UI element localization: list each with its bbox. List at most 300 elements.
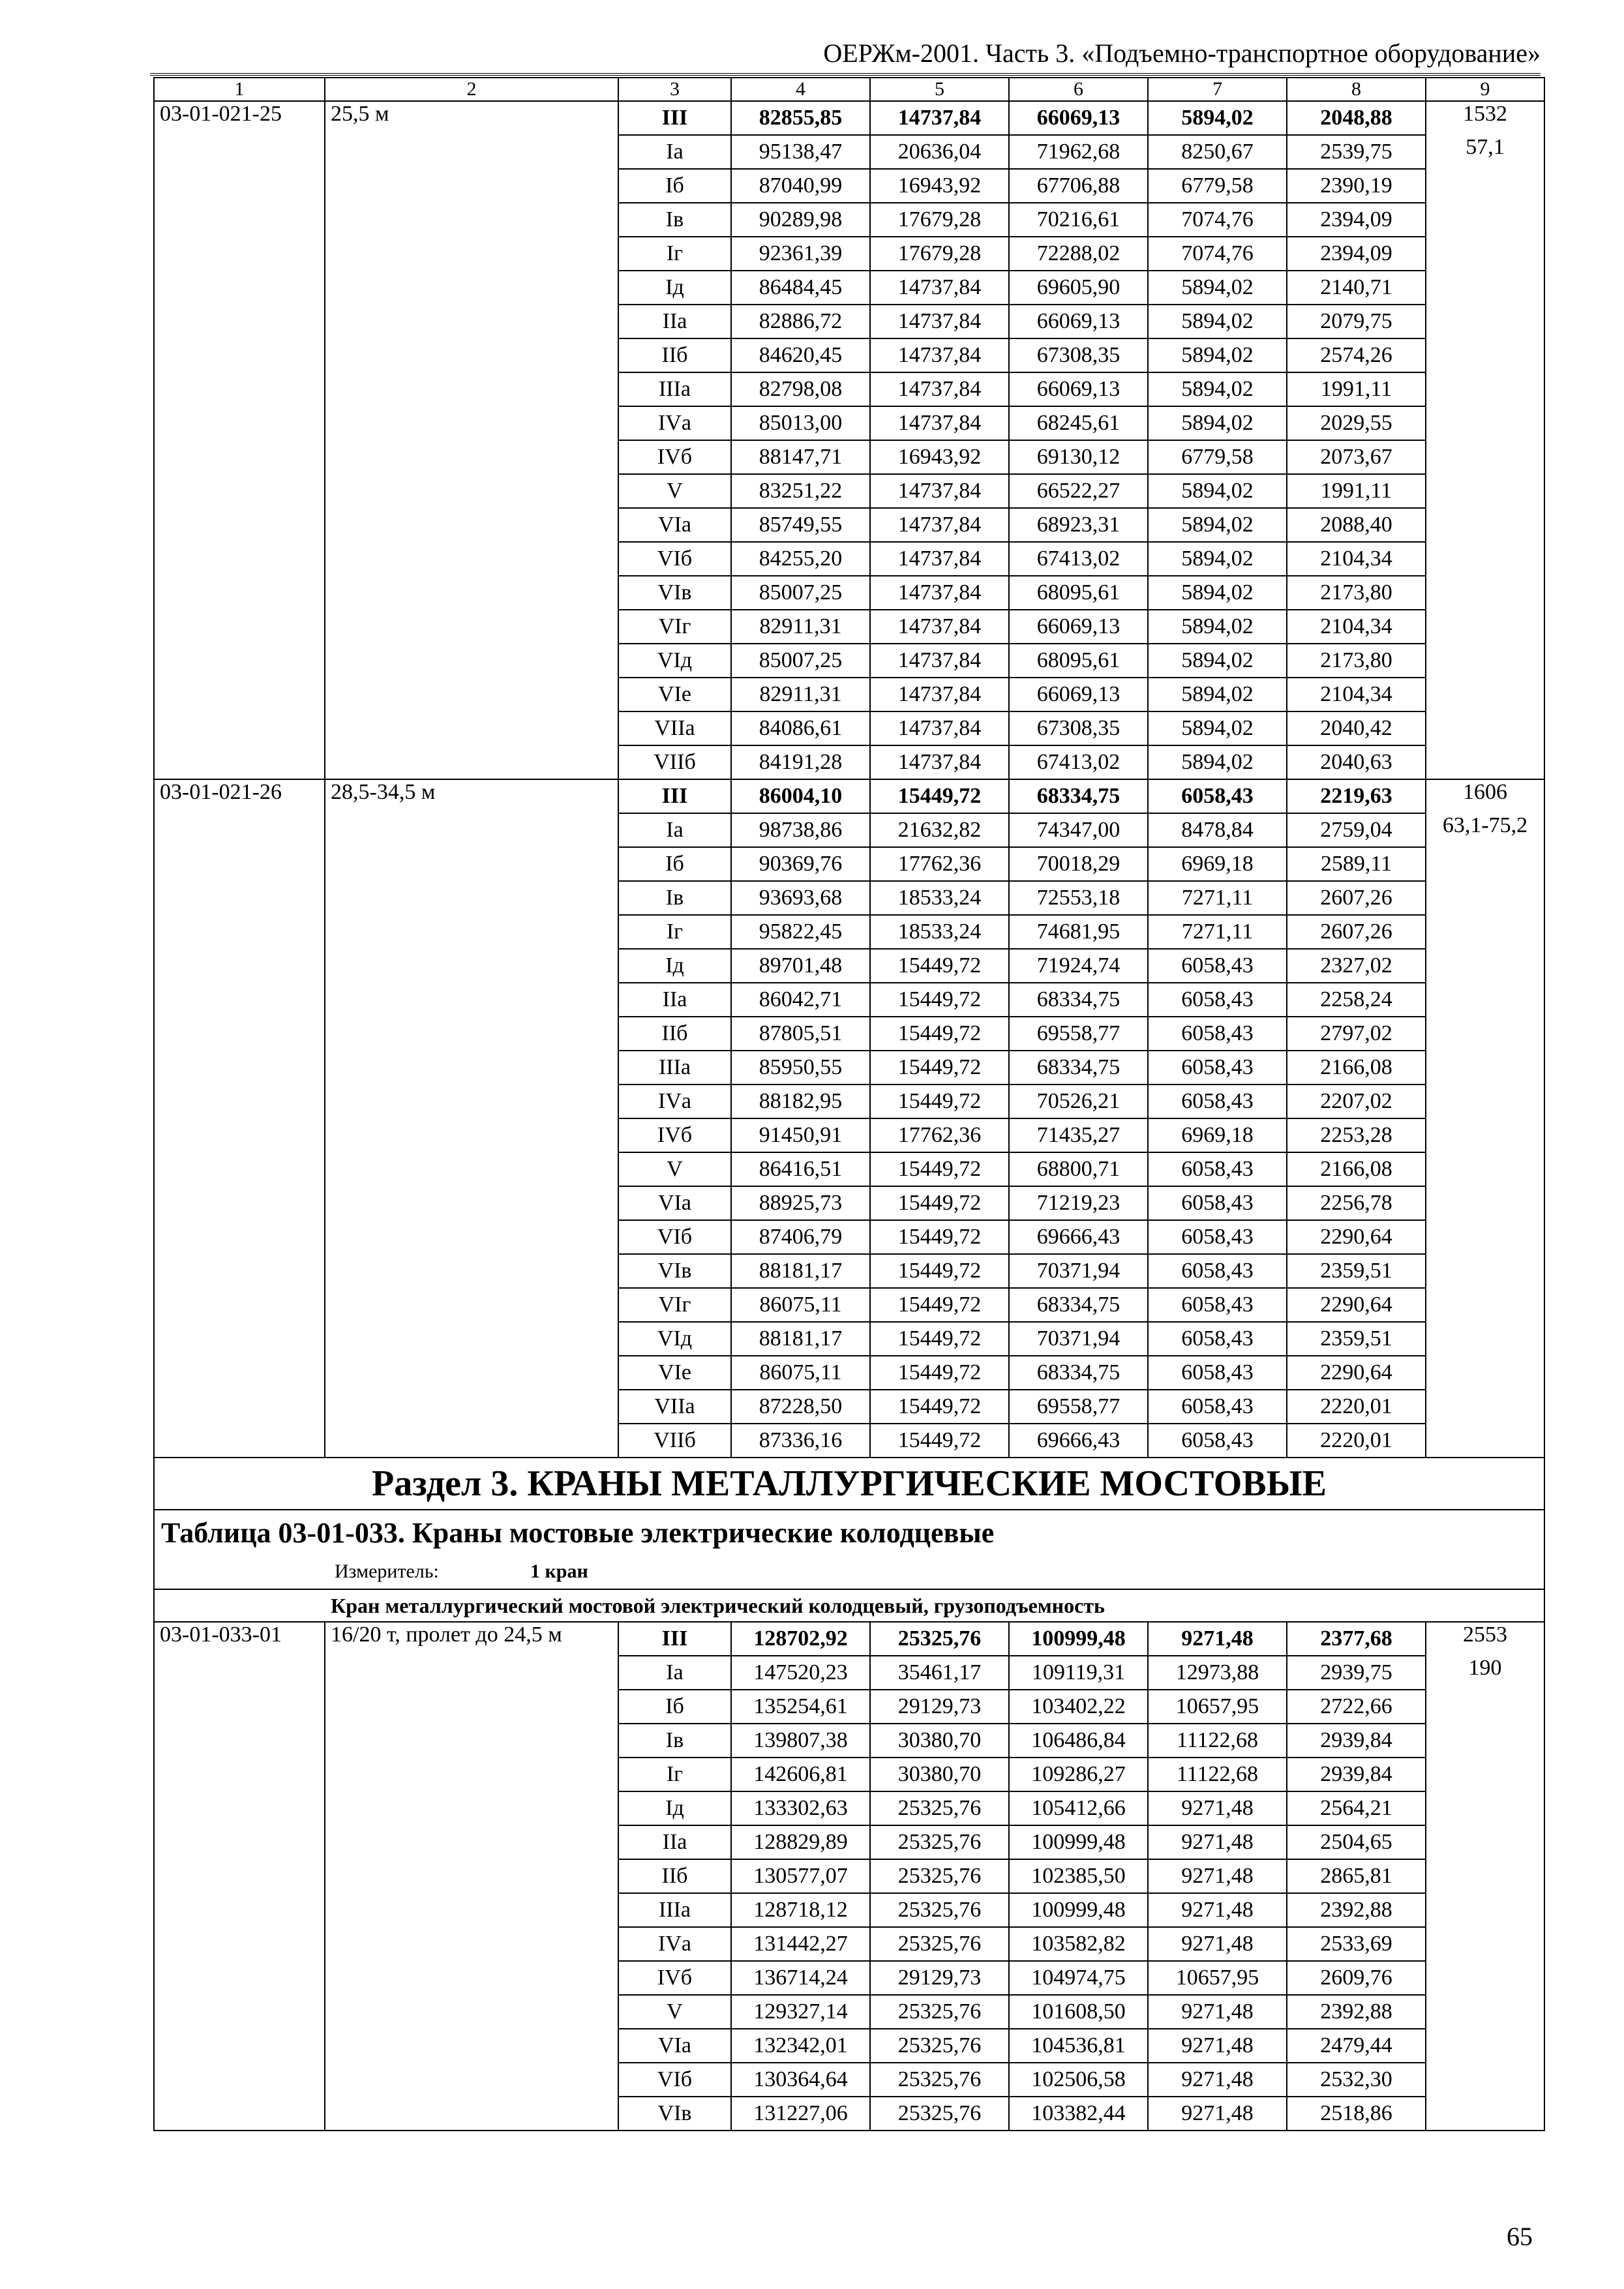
value-cell: 6779,58 <box>1148 169 1287 203</box>
zone-cell: IIб <box>618 1859 731 1893</box>
value-cell: 147520,23 <box>731 1656 870 1690</box>
value-cell: 2564,21 <box>1287 1791 1426 1825</box>
zone-cell: Iг <box>618 1758 731 1791</box>
value-cell: 14737,84 <box>870 271 1009 305</box>
value-cell: 82911,31 <box>731 610 870 644</box>
value-cell: 93693,68 <box>731 881 870 915</box>
row-code <box>154 983 325 1017</box>
column-number-9: 9 <box>1426 78 1544 101</box>
col9-cell <box>1426 1859 1544 1893</box>
value-cell: 18533,24 <box>870 881 1009 915</box>
value-cell: 133302,63 <box>731 1791 870 1825</box>
table-row <box>154 1791 1544 1825</box>
table-row <box>154 305 1544 338</box>
row-code: 03-01-021-26 <box>154 779 325 813</box>
value-cell: 2392,88 <box>1287 1893 1426 1927</box>
col9-cell: 2553 <box>1426 1622 1544 1656</box>
row-code <box>154 406 325 440</box>
value-cell: 5894,02 <box>1148 372 1287 406</box>
value-cell: 67308,35 <box>1009 338 1148 372</box>
row-name <box>325 338 618 372</box>
col9-cell <box>1426 1051 1544 1085</box>
value-cell: 88925,73 <box>731 1186 870 1220</box>
zone-cell: VIIа <box>618 1390 731 1424</box>
subheader: Кран металлургический мостовой электрический колодцевый, грузоподъемность <box>154 1589 1544 1622</box>
row-code <box>154 1288 325 1322</box>
value-cell: 2104,34 <box>1287 610 1426 644</box>
value-cell: 2394,09 <box>1287 237 1426 271</box>
row-name <box>325 542 618 576</box>
zone-cell: IVб <box>618 1118 731 1152</box>
value-cell: 85007,25 <box>731 644 870 678</box>
value-cell: 87406,79 <box>731 1220 870 1254</box>
row-code <box>154 203 325 237</box>
col9-cell <box>1426 1825 1544 1859</box>
value-cell: 72288,02 <box>1009 237 1148 271</box>
col9-cell <box>1426 1791 1544 1825</box>
value-cell: 68095,61 <box>1009 644 1148 678</box>
value-cell: 2797,02 <box>1287 1017 1426 1051</box>
row-name <box>325 1927 618 1961</box>
value-cell: 2073,67 <box>1287 440 1426 474</box>
table-row <box>154 508 1544 542</box>
value-cell: 90369,76 <box>731 847 870 881</box>
col9-cell: 1532 <box>1426 101 1544 135</box>
row-name <box>325 305 618 338</box>
row-name <box>325 678 618 711</box>
row-name <box>325 1859 618 1893</box>
table-row <box>154 1390 1544 1424</box>
zone-cell: Iб <box>618 847 731 881</box>
col9-cell <box>1426 1758 1544 1791</box>
row-code <box>154 508 325 542</box>
row-code <box>154 1927 325 1961</box>
col9-cell <box>1426 1424 1544 1458</box>
row-name <box>325 711 618 745</box>
zone-cell: V <box>618 1152 731 1186</box>
value-cell: 103582,82 <box>1009 1927 1148 1961</box>
value-cell: 130577,07 <box>731 1859 870 1893</box>
rates-table-body <box>154 78 1544 2131</box>
value-cell: 2607,26 <box>1287 915 1426 949</box>
row-name <box>325 474 618 508</box>
value-cell: 29129,73 <box>870 1961 1009 1995</box>
zone-cell: VIа <box>618 1186 731 1220</box>
zone-cell: VIIа <box>618 711 731 745</box>
row-code <box>154 169 325 203</box>
value-cell: 6058,43 <box>1148 1220 1287 1254</box>
value-cell: 131227,06 <box>731 2097 870 2131</box>
table-row <box>154 1356 1544 1390</box>
zone-cell: VIб <box>618 2063 731 2097</box>
zone-cell: Iг <box>618 915 731 949</box>
row-name <box>325 1254 618 1288</box>
col9-cell <box>1426 2063 1544 2097</box>
row-code <box>154 1322 325 1356</box>
table-row <box>154 1118 1544 1152</box>
col9-cell <box>1426 1322 1544 1356</box>
value-cell: 135254,61 <box>731 1690 870 1724</box>
col9-cell <box>1426 1690 1544 1724</box>
value-cell: 88181,17 <box>731 1254 870 1288</box>
value-cell: 12973,88 <box>1148 1656 1287 1690</box>
zone-cell: IIа <box>618 305 731 338</box>
row-code <box>154 1758 325 1791</box>
page-header-title: ОЕРЖм-2001. Часть 3. «Подъемно-транспортное оборудование» <box>823 38 1541 68</box>
table-row <box>154 1085 1544 1118</box>
value-cell: 74681,95 <box>1009 915 1148 949</box>
value-cell: 16943,92 <box>870 440 1009 474</box>
value-cell: 136714,24 <box>731 1961 870 1995</box>
value-cell: 128829,89 <box>731 1825 870 1859</box>
row-code <box>154 1656 325 1690</box>
value-cell: 2359,51 <box>1287 1254 1426 1288</box>
col9-cell <box>1426 678 1544 711</box>
value-cell: 9271,48 <box>1148 2097 1287 2131</box>
col9-cell <box>1426 474 1544 508</box>
value-cell: 9271,48 <box>1148 1791 1287 1825</box>
col9-cell <box>1426 1927 1544 1961</box>
table-row <box>154 169 1544 203</box>
row-code <box>154 2063 325 2097</box>
value-cell: 25325,76 <box>870 1859 1009 1893</box>
value-cell: 9271,48 <box>1148 1859 1287 1893</box>
col9-cell: 57,1 <box>1426 135 1544 169</box>
value-cell: 2048,88 <box>1287 101 1426 135</box>
value-cell: 14737,84 <box>870 711 1009 745</box>
row-name <box>325 1017 618 1051</box>
col9-cell <box>1426 1995 1544 2029</box>
row-name <box>325 1118 618 1152</box>
value-cell: 2759,04 <box>1287 813 1426 847</box>
row-code <box>154 1995 325 2029</box>
value-cell: 85007,25 <box>731 576 870 610</box>
col9-cell <box>1426 1220 1544 1254</box>
row-code <box>154 1893 325 1927</box>
value-cell: 106486,84 <box>1009 1724 1148 1758</box>
row-code <box>154 1051 325 1085</box>
col9-cell <box>1426 1152 1544 1186</box>
value-cell: 8478,84 <box>1148 813 1287 847</box>
value-cell: 95138,47 <box>731 135 870 169</box>
value-cell: 100999,48 <box>1009 1893 1148 1927</box>
row-code <box>154 305 325 338</box>
row-name <box>325 406 618 440</box>
value-cell: 84255,20 <box>731 542 870 576</box>
value-cell: 18533,24 <box>870 915 1009 949</box>
table-row <box>154 1322 1544 1356</box>
value-cell: 30380,70 <box>870 1724 1009 1758</box>
value-cell: 5894,02 <box>1148 678 1287 711</box>
col9-cell <box>1426 2029 1544 2063</box>
value-cell: 67413,02 <box>1009 542 1148 576</box>
value-cell: 1991,11 <box>1287 474 1426 508</box>
value-cell: 5894,02 <box>1148 644 1287 678</box>
value-cell: 2079,75 <box>1287 305 1426 338</box>
value-cell: 68334,75 <box>1009 1051 1148 1085</box>
value-cell: 130364,64 <box>731 2063 870 2097</box>
value-cell: 9271,48 <box>1148 1622 1287 1656</box>
row-name <box>325 983 618 1017</box>
value-cell: 14737,84 <box>870 576 1009 610</box>
value-cell: 74347,00 <box>1009 813 1148 847</box>
column-number-2: 2 <box>325 78 618 101</box>
value-cell: 5894,02 <box>1148 271 1287 305</box>
value-cell: 6058,43 <box>1148 1085 1287 1118</box>
row-code <box>154 610 325 644</box>
value-cell: 14737,84 <box>870 542 1009 576</box>
value-cell: 5894,02 <box>1148 745 1287 779</box>
row-code <box>154 1356 325 1390</box>
value-cell: 15449,72 <box>870 1017 1009 1051</box>
value-cell: 6058,43 <box>1148 1288 1287 1322</box>
zone-cell: IIб <box>618 1017 731 1051</box>
value-cell: 2518,86 <box>1287 2097 1426 2131</box>
measure-cell <box>154 1555 1544 1589</box>
table-row <box>154 2097 1544 2131</box>
value-cell: 68245,61 <box>1009 406 1148 440</box>
value-cell: 5894,02 <box>1148 338 1287 372</box>
value-cell: 14737,84 <box>870 644 1009 678</box>
value-cell: 2040,63 <box>1287 745 1426 779</box>
col9-cell <box>1426 1288 1544 1322</box>
value-cell: 10657,95 <box>1148 1961 1287 1995</box>
value-cell: 6058,43 <box>1148 1424 1287 1458</box>
column-number-row <box>154 78 1544 101</box>
value-cell: 85749,55 <box>731 508 870 542</box>
col9-cell: 1606 <box>1426 779 1544 813</box>
row-name <box>325 915 618 949</box>
row-name <box>325 1356 618 1390</box>
value-cell: 6058,43 <box>1148 1322 1287 1356</box>
row-code <box>154 1186 325 1220</box>
value-cell: 14737,84 <box>870 101 1009 135</box>
column-number-8: 8 <box>1287 78 1426 101</box>
zone-cell: VIб <box>618 542 731 576</box>
value-cell: 67308,35 <box>1009 711 1148 745</box>
value-cell: 15449,72 <box>870 1254 1009 1288</box>
value-cell: 82855,85 <box>731 101 870 135</box>
col9-cell <box>1426 440 1544 474</box>
value-cell: 2377,68 <box>1287 1622 1426 1656</box>
value-cell: 2290,64 <box>1287 1288 1426 1322</box>
col9-cell <box>1426 1356 1544 1390</box>
value-cell: 91450,91 <box>731 1118 870 1152</box>
col9-cell <box>1426 237 1544 271</box>
table-row <box>154 1859 1544 1893</box>
value-cell: 2539,75 <box>1287 135 1426 169</box>
value-cell: 2166,08 <box>1287 1051 1426 1085</box>
zone-cell: Iа <box>618 1656 731 1690</box>
value-cell: 5894,02 <box>1148 711 1287 745</box>
zone-cell: Iв <box>618 1724 731 1758</box>
value-cell: 15449,72 <box>870 1390 1009 1424</box>
col9-cell: 190 <box>1426 1656 1544 1690</box>
value-cell: 86416,51 <box>731 1152 870 1186</box>
value-cell: 2939,84 <box>1287 1758 1426 1791</box>
value-cell: 98738,86 <box>731 813 870 847</box>
value-cell: 100999,48 <box>1009 1825 1148 1859</box>
value-cell: 7271,11 <box>1148 881 1287 915</box>
value-cell: 69666,43 <box>1009 1220 1148 1254</box>
value-cell: 69130,12 <box>1009 440 1148 474</box>
row-name <box>325 508 618 542</box>
row-code <box>154 949 325 983</box>
value-cell: 14737,84 <box>870 338 1009 372</box>
measure-label: Измеритель: <box>335 1561 439 1582</box>
value-cell: 66069,13 <box>1009 305 1148 338</box>
table-row <box>154 1961 1544 1995</box>
value-cell: 82798,08 <box>731 372 870 406</box>
col9-cell <box>1426 847 1544 881</box>
row-code <box>154 1017 325 1051</box>
value-cell: 10657,95 <box>1148 1690 1287 1724</box>
value-cell: 87805,51 <box>731 1017 870 1051</box>
value-cell: 68923,31 <box>1009 508 1148 542</box>
col9-cell <box>1426 338 1544 372</box>
value-cell: 71924,74 <box>1009 949 1148 983</box>
table-row <box>154 474 1544 508</box>
value-cell: 8250,67 <box>1148 135 1287 169</box>
zone-cell: IVа <box>618 1927 731 1961</box>
value-cell: 2533,69 <box>1287 1927 1426 1961</box>
zone-cell: Iв <box>618 881 731 915</box>
value-cell: 15449,72 <box>870 949 1009 983</box>
value-cell: 92361,39 <box>731 237 870 271</box>
value-cell: 6058,43 <box>1148 1152 1287 1186</box>
row-code <box>154 881 325 915</box>
value-cell: 69666,43 <box>1009 1424 1148 1458</box>
value-cell: 109119,31 <box>1009 1656 1148 1690</box>
value-cell: 129327,14 <box>731 1995 870 2029</box>
zone-cell: VIг <box>618 610 731 644</box>
row-code <box>154 745 325 779</box>
table-row <box>154 1254 1544 1288</box>
row-code <box>154 338 325 372</box>
row-name <box>325 1825 618 1859</box>
col9-cell <box>1426 1186 1544 1220</box>
value-cell: 90289,98 <box>731 203 870 237</box>
row-name <box>325 169 618 203</box>
zone-cell: VIе <box>618 1356 731 1390</box>
value-cell: 2220,01 <box>1287 1390 1426 1424</box>
table-row <box>154 135 1544 169</box>
row-name <box>325 1186 618 1220</box>
table-row <box>154 2029 1544 2063</box>
value-cell: 5894,02 <box>1148 101 1287 135</box>
zone-cell: IVа <box>618 406 731 440</box>
col9-cell <box>1426 949 1544 983</box>
value-cell: 6058,43 <box>1148 1254 1287 1288</box>
value-cell: 25325,76 <box>870 2097 1009 2131</box>
value-cell: 70371,94 <box>1009 1254 1148 1288</box>
zone-cell: VIб <box>618 1220 731 1254</box>
table-row <box>154 1690 1544 1724</box>
value-cell: 86075,11 <box>731 1356 870 1390</box>
value-cell: 139807,38 <box>731 1724 870 1758</box>
value-cell: 2532,30 <box>1287 2063 1426 2097</box>
zone-cell: IIа <box>618 983 731 1017</box>
col9-cell <box>1426 711 1544 745</box>
table-row <box>154 1186 1544 1220</box>
value-cell: 69605,90 <box>1009 271 1148 305</box>
row-code <box>154 1791 325 1825</box>
zone-cell: IIIа <box>618 372 731 406</box>
zone-cell: Iб <box>618 1690 731 1724</box>
value-cell: 6058,43 <box>1148 1051 1287 1085</box>
value-cell: 2865,81 <box>1287 1859 1426 1893</box>
column-number-3: 3 <box>618 78 731 101</box>
value-cell: 2479,44 <box>1287 2029 1426 2063</box>
value-cell: 66069,13 <box>1009 372 1148 406</box>
table-row <box>154 1825 1544 1859</box>
value-cell: 68334,75 <box>1009 983 1148 1017</box>
row-name <box>325 847 618 881</box>
table-row <box>154 576 1544 610</box>
value-cell: 6058,43 <box>1148 1356 1287 1390</box>
value-cell: 2609,76 <box>1287 1961 1426 1995</box>
col9-cell <box>1426 508 1544 542</box>
value-cell: 84191,28 <box>731 745 870 779</box>
col9-cell <box>1426 983 1544 1017</box>
zone-cell: VIа <box>618 508 731 542</box>
value-cell: 6058,43 <box>1148 1186 1287 1220</box>
value-cell: 16943,92 <box>870 169 1009 203</box>
value-cell: 1991,11 <box>1287 372 1426 406</box>
table-row <box>154 644 1544 678</box>
value-cell: 25325,76 <box>870 1893 1009 1927</box>
value-cell: 9271,48 <box>1148 2063 1287 2097</box>
value-cell: 5894,02 <box>1148 406 1287 440</box>
value-cell: 68095,61 <box>1009 576 1148 610</box>
row-name <box>325 1288 618 1322</box>
value-cell: 104536,81 <box>1009 2029 1148 2063</box>
row-name <box>325 1085 618 1118</box>
value-cell: 87040,99 <box>731 169 870 203</box>
value-cell: 89701,48 <box>731 949 870 983</box>
table-row <box>154 338 1544 372</box>
table-row <box>154 1995 1544 2029</box>
row-name <box>325 2097 618 2131</box>
value-cell: 14737,84 <box>870 406 1009 440</box>
value-cell: 25325,76 <box>870 2029 1009 2063</box>
value-cell: 69558,77 <box>1009 1017 1148 1051</box>
value-cell: 35461,17 <box>870 1656 1009 1690</box>
table-row <box>154 1927 1544 1961</box>
value-cell: 30380,70 <box>870 1758 1009 1791</box>
section-title: Раздел 3. КРАНЫ МЕТАЛЛУРГИЧЕСКИЕ МОСТОВЫЕ <box>154 1458 1544 1510</box>
page-number: 65 <box>1507 2222 1533 2251</box>
zone-cell: Iб <box>618 169 731 203</box>
row-code <box>154 1152 325 1186</box>
row-name <box>325 135 618 169</box>
value-cell: 87336,16 <box>731 1424 870 1458</box>
row-name <box>325 1995 618 2029</box>
col9-cell <box>1426 576 1544 610</box>
table-row <box>154 1656 1544 1690</box>
value-cell: 25325,76 <box>870 1622 1009 1656</box>
value-cell: 2104,34 <box>1287 542 1426 576</box>
table-row <box>154 711 1544 745</box>
value-cell: 25325,76 <box>870 1825 1009 1859</box>
value-cell: 128718,12 <box>731 1893 870 1927</box>
col9-cell <box>1426 271 1544 305</box>
value-cell: 88147,71 <box>731 440 870 474</box>
header-divider <box>150 73 1541 76</box>
zone-cell: IIIа <box>618 1893 731 1927</box>
zone-cell: VIг <box>618 1288 731 1322</box>
value-cell: 66069,13 <box>1009 101 1148 135</box>
